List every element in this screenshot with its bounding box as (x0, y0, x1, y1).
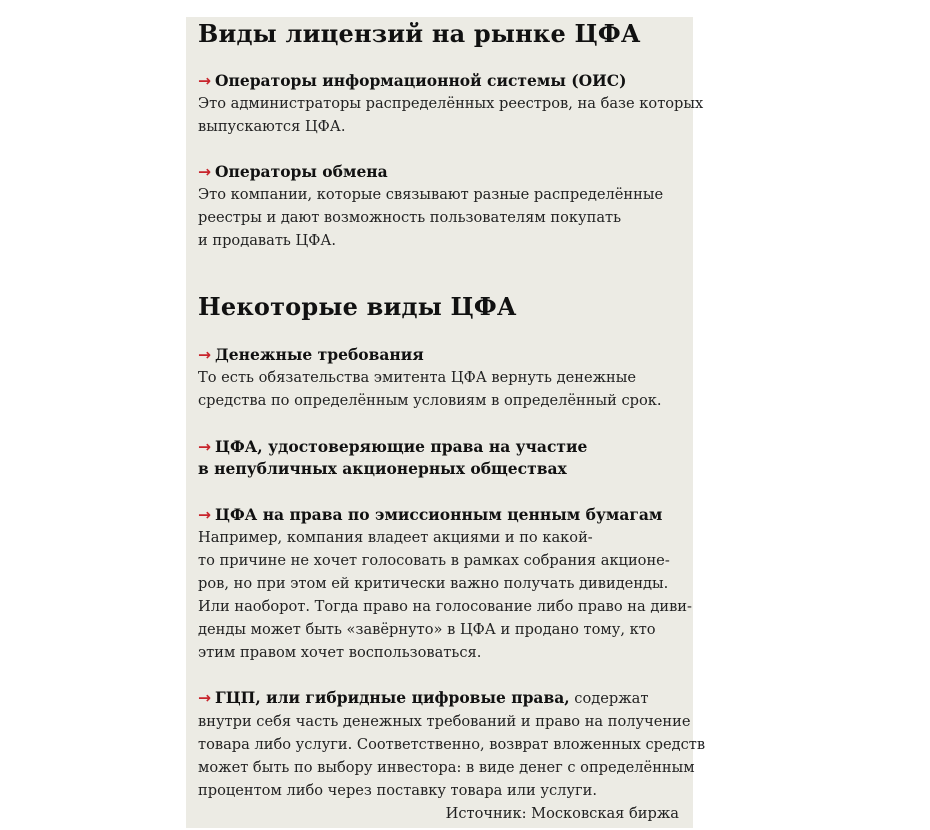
red-arrow-icon: → (198, 689, 211, 707)
license-item-text-line: реестры и дают возможность пользователям покупать (198, 209, 622, 226)
red-arrow-icon: → (198, 438, 211, 456)
dfa-item-text-line: Или наоборот. Тогда право на голосование либо право на диви- (198, 598, 692, 615)
source-credit: Источник: Московская биржа (445, 805, 679, 822)
dfa-item-text-line: то причине не хочет голосовать в рамках собрания акционе- (198, 552, 670, 569)
red-arrow-icon: → (198, 163, 211, 181)
license-item-heading (198, 161, 685, 183)
red-arrow-icon: → (198, 346, 211, 364)
dfa-item-hybrid (198, 687, 706, 802)
license-item-text-line: Это администраторы распределённых реестров, на базе которых (198, 95, 704, 112)
license-item-heading (198, 70, 685, 92)
dfa-item-participation (198, 436, 685, 480)
dfa-item-heading (198, 504, 685, 526)
licenses-section (198, 19, 685, 49)
dfa-item-heading (198, 687, 685, 710)
license-item-exchange (198, 161, 685, 252)
dfa-item-text-line: может быть по выбору инвестора: в виде денег с определённым (198, 759, 695, 776)
dfa-item-heading (198, 344, 685, 366)
dfa-item-heading (198, 436, 685, 458)
license-item-text-line: и продавать ЦФА. (198, 232, 337, 249)
license-item-heading-text: Операторы информационной системы (ОИС) (215, 71, 627, 90)
dfa-types-title: Некоторые виды ЦФА (198, 292, 517, 321)
dfa-item-heading-line: в непубличных акционерных обществах (198, 459, 567, 478)
license-item-ois (198, 70, 704, 138)
dfa-item-text-line: товара либо услуги. Соответственно, возврат вложенных средств (198, 736, 706, 753)
infographic-panel (186, 17, 706, 828)
dfa-item-heading-text: ГЦП, или гибридные цифровые права, (215, 688, 570, 707)
dfa-item-text-line: ров, но при этом ей критически важно получать дивиденды. (198, 575, 669, 592)
dfa-item-monetary (198, 344, 685, 412)
dfa-item-text-line: То есть обязательства эмитента ЦФА вернуть денежные (198, 369, 636, 386)
license-item-text-line: Это компании, которые связывают разные распределённые (198, 186, 664, 203)
red-arrow-icon: → (198, 506, 211, 524)
red-arrow-icon: → (198, 72, 211, 90)
dfa-item-heading-tail: содержат (569, 690, 649, 707)
dfa-item-text-line: процентом либо через поставку товара или услуги. (198, 782, 597, 799)
dfa-item-heading-text: Денежные требования (215, 345, 424, 364)
dfa-item-heading-text: ЦФА, удостоверяющие права на участие (215, 437, 588, 456)
dfa-item-text-line: средства по определённым условиям в определённый срок. (198, 392, 662, 409)
dfa-item-text-line: денды может быть «завёрнуто» в ЦФА и продано тому, кто (198, 621, 656, 638)
license-item-heading-text: Операторы обмена (215, 162, 388, 181)
dfa-item-text-line: внутри себя часть денежных требований и право на получение (198, 713, 691, 730)
licenses-title: Виды лицензий на рынке ЦФА (198, 19, 641, 48)
dfa-item-securities (198, 504, 692, 664)
dfa-types-section (198, 292, 685, 322)
license-item-text-line: выпускаются ЦФА. (198, 118, 346, 135)
dfa-item-heading-text: ЦФА на права по эмиссионным ценным бумагам (215, 505, 663, 524)
dfa-item-text-line: Например, компания владеет акциями и по какой- (198, 529, 593, 546)
dfa-item-text-line: этим правом хочет воспользоваться. (198, 644, 482, 661)
